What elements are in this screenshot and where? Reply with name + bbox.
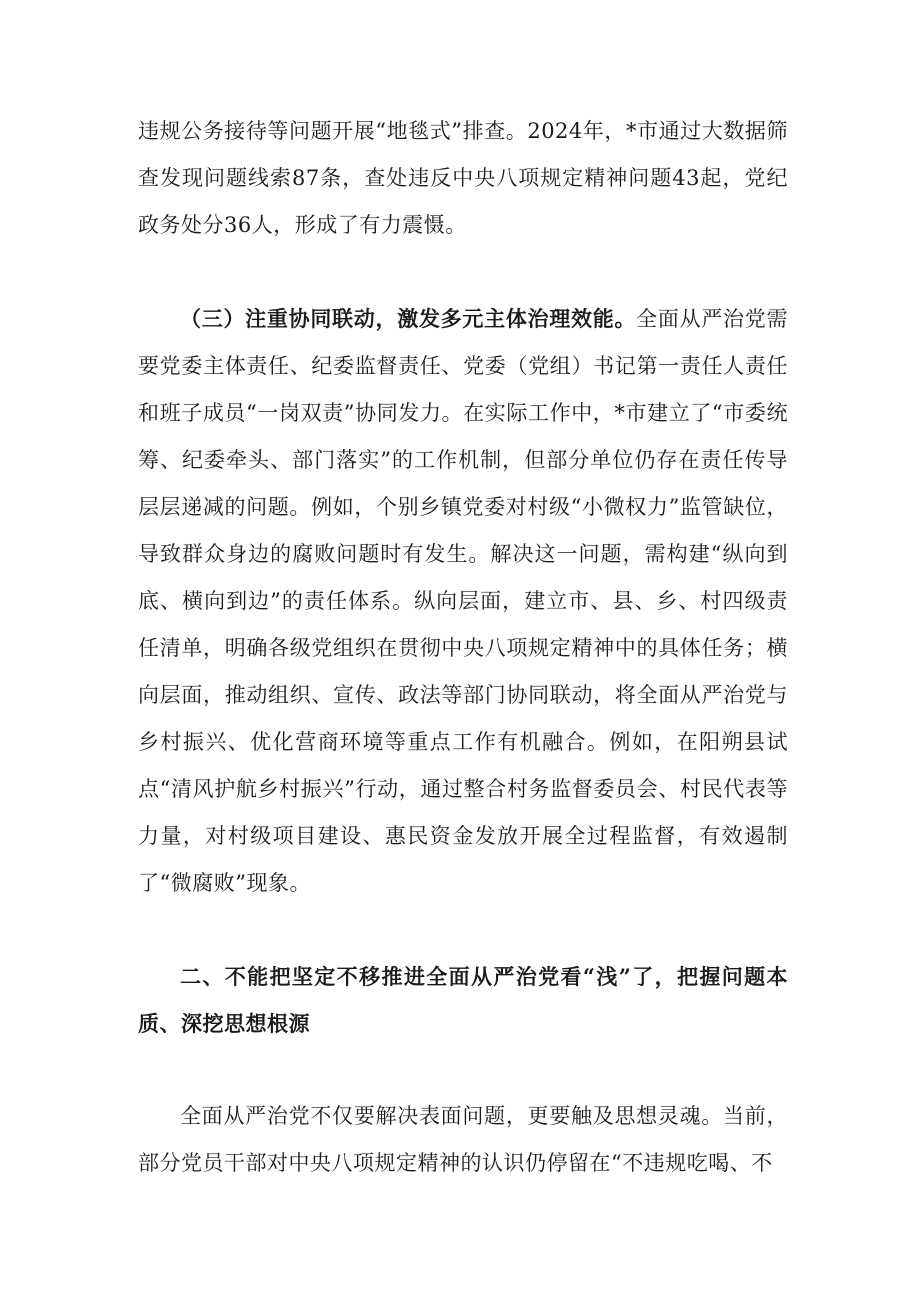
paragraph-intro	[138, 1093, 788, 1187]
paragraph-spacer	[138, 249, 788, 295]
section-heading: 二、不能把坚定不移推进全面从严治党看“浅”了，把握问题本质、深挖思想根源	[138, 964, 788, 1036]
paragraph-lead-heading: （三）注重协同联动，激发多元主体治理效能。	[180, 306, 637, 331]
paragraph-coordination	[138, 295, 788, 907]
paragraph-text: 全面从严治党不仅要解决表面问题，更要触及思想灵魂。当前，部分党员干部对中央八项规定精神的认识仍停留在“不违规吃喝、不	[138, 1104, 788, 1175]
paragraph-text: 违规公务接待等问题开展“地毯式”排查。2024年，*市通过大数据筛查发现问题线索87条，查处违反中央八项规定精神问题43起，党纪政务处分36人，形成了有力震慑。	[138, 119, 788, 237]
document-page	[138, 108, 788, 1187]
paragraph-spacer	[138, 907, 788, 953]
paragraph-spacer	[138, 1047, 788, 1093]
paragraph-continued	[138, 108, 788, 249]
paragraph-text: 全面从严治党需要党委主体责任、纪委监督责任、党委（党组）书记第一责任人责任和班子成员“一岗双责”协同发力。在实际工作中，*市建立了“市委统筹、纪委牵头、部门落实”的工作机制，但部分单位仍存在责任传导层层递减的问题。例如，个别乡镇党委对村级“小微权力”监管缺位，导致群众身边的腐败问题时有发生。解决这一问题，需构建“纵向到底、横向到边”的责任体系。纵向层面，建立市、县、乡、村四级责任清单，明确各级党组织在贯彻中央八项规定精神中的具体任务；横向层面，推动组织、宣传、政法等部门协同联动，将全面从严治党与乡村振兴、优化营商环境等重点工作有机融合。例如，在阳朔县试点“清风护航乡村振兴”行动，通过整合村务监督委员会、村民代表等力量，对村级项目建设、惠民资金发放开展全过程监督，有效遏制了“微腐败”现象。	[138, 307, 789, 895]
